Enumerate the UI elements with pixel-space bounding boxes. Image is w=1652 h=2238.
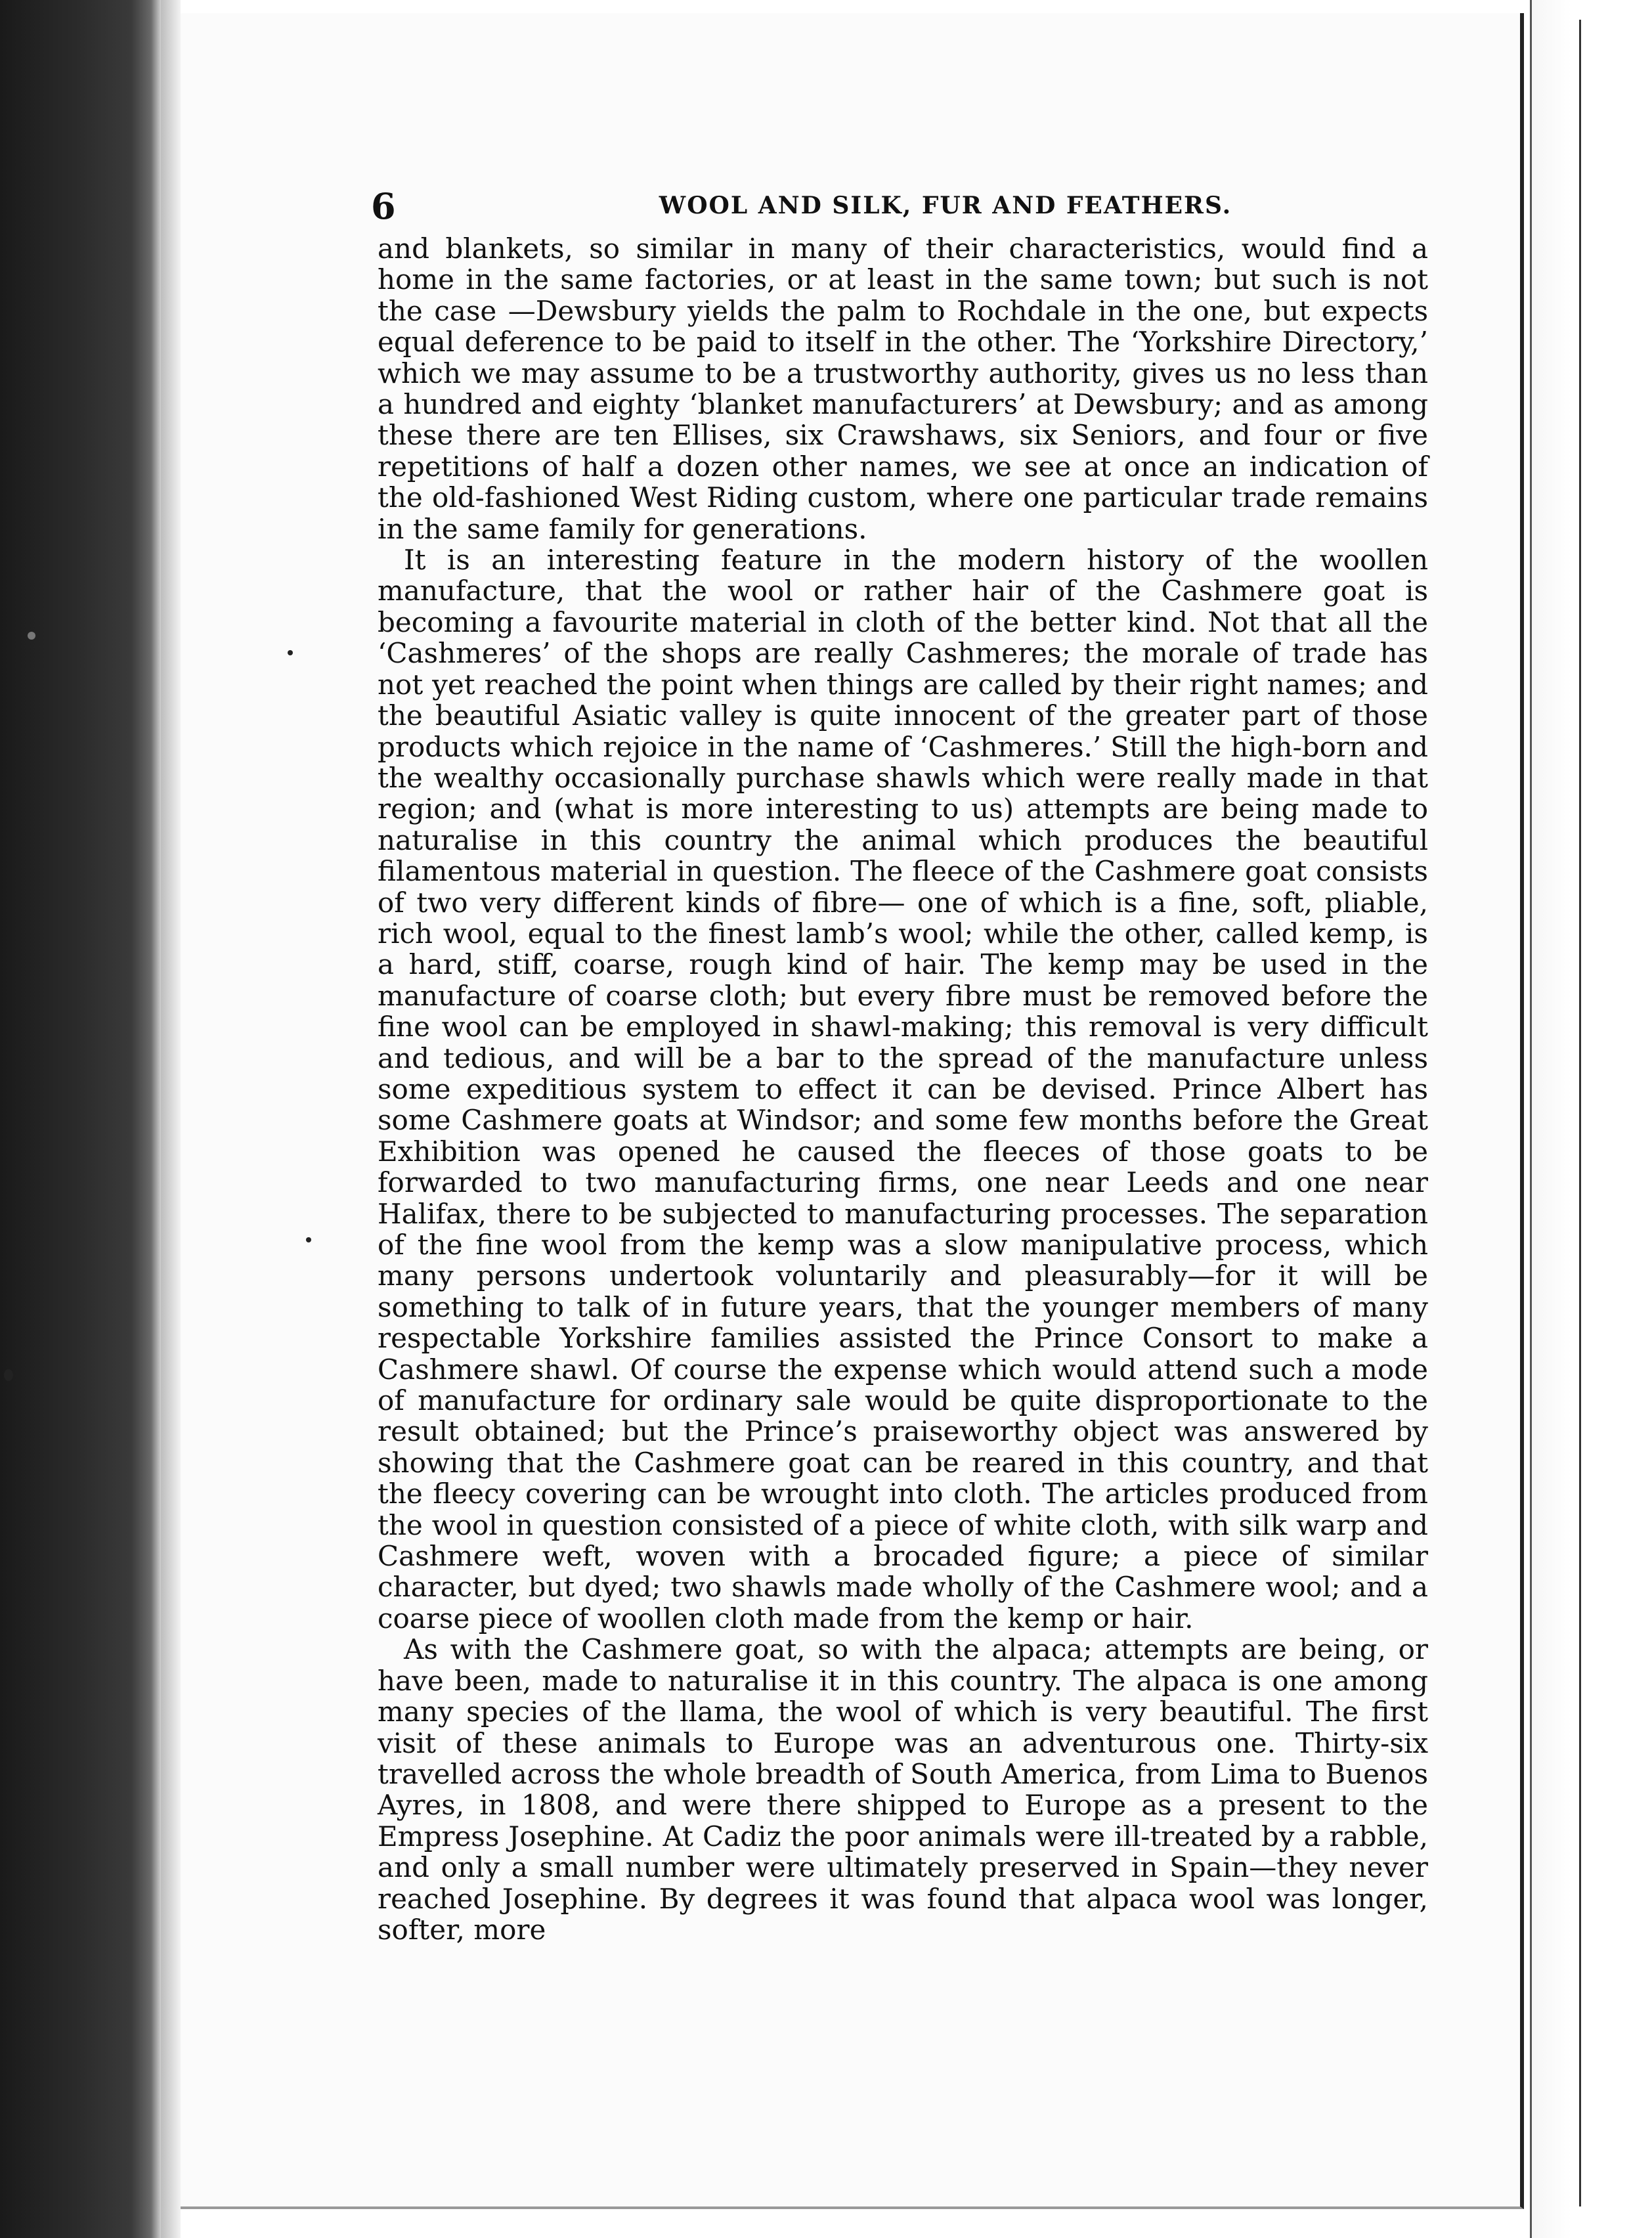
body-text	[378, 233, 1428, 1945]
book-spine	[0, 0, 161, 2238]
speck-mark	[28, 632, 35, 640]
paragraph: It is an interesting feature in the modern history of the woollen manufacture, that the wool or rather hair of the Cashmere goat is becoming a favourite material in cloth of the better kind. Not that all the ‘Cashmeres’ of the shops are really Cashmeres; the morale of trade has not yet reached the point when things are called by their right names; and the beautiful Asiatic valley is quite innocent of the greater part of those products which rejoice in the name of ‘Cashmeres.’ Still the high-born and the wealthy occasionally purchase shawls which were really made in that region; and (what is more interesting to us) attempts are being made to naturalise in this country the animal which produces the beautiful filamentous material in question. The fleece of the Cashmere goat consists of two very different kinds of fibre— one of which is a fine, soft, pliable, rich wool, equal to the finest lamb’s wool; while the other, called kemp, is a hard, stiff, coarse, rough kind of hair. The kemp may be used in the manufacture of coarse cloth; but every fibre must be removed before the fine wool can be employed in shawl-making; this removal is very difficult and tedious, and will be a bar to the spread of the manufacture unless some expeditious system to effect it can be devised. Prince Albert has some Cashmere goats at Windsor; and some few months before the Great Exhibition was opened he caused the fleeces of those goats to be forwarded to two manufacturing firms, one near Leeds and one near Halifax, there to be subjected to manufacturing processes. The separation of the fine wool from the kemp was a slow manipulative process, which many persons undertook voluntarily and pleasurably—for it will be something to talk of in future years, that the younger members of many respectable Yorkshire families assisted the Prince Consort to make a Cashmere shawl. Of course the expense which would attend such a mode of manufacture for ordinary sale would be quite disproportionate to the result obtained; but the Prince’s praiseworthy object was answered by showing that the Cashmere goat can be reared in this country, and that the fleecy covering can be wrought into cloth. The articles produced from the wool in question consisted of a piece of white cloth, with silk warp and Cashmere weft, woven with a brocaded figure; a piece of similar character, but dyed; two shawls made wholly of the Cashmere wool; and a coarse piece of woollen cloth made from the kemp or hair.	[378, 544, 1428, 1635]
adjacent-page-edge	[1530, 0, 1652, 2238]
page-header	[371, 185, 1435, 231]
paragraph: and blankets, so similar in many of their characteristics, would find a home in the same factories, or at least in the same town; but such is not the case —Dewsbury yields the palm to Rochdale in the one, but expects equal deference to be paid to itself in the other. The ‘Yorkshire Directory,’ which we may assume to be a trustworthy authority, gives us no less than a hundred and eighty ‘blanket manufacturers’ at Dewsbury; and as among these there are ten Ellises, six Crawshaws, six Seniors, and four or five repetitions of half a dozen other names, we see at once an indication of the old-fashioned West Riding custom, where one particular trade remains in the same family for generations.	[378, 232, 1428, 545]
running-head: WOOL AND SILK, FUR AND FEATHERS.	[659, 192, 1232, 219]
speck-mark	[4, 1369, 13, 1381]
speck-mark	[288, 650, 293, 655]
spine-edge	[161, 0, 181, 2238]
page-edge-line	[1579, 20, 1581, 2206]
page-number: 6	[371, 185, 396, 227]
paragraph: As with the Cashmere goat, so with the alpaca; attempts are being, or have been, made to naturalise it in this country. The alpaca is one among many species of the llama, the wool of which is very beautiful. The first visit of these animals to Europe was an adventurous one. Thirty-six travelled across the whole breadth of South America, from Lima to Buenos Ayres, in 1808, and were there shipped to Europe as a present to the Empress Josephine. At Cadiz the poor animals were ill-treated by a rabble, and only a small number were ultimately preserved in Spain—they never reached Josephine. By degrees it was found that alpaca wool was longer, softer, more	[378, 1633, 1428, 1946]
speck-mark	[306, 1237, 311, 1242]
